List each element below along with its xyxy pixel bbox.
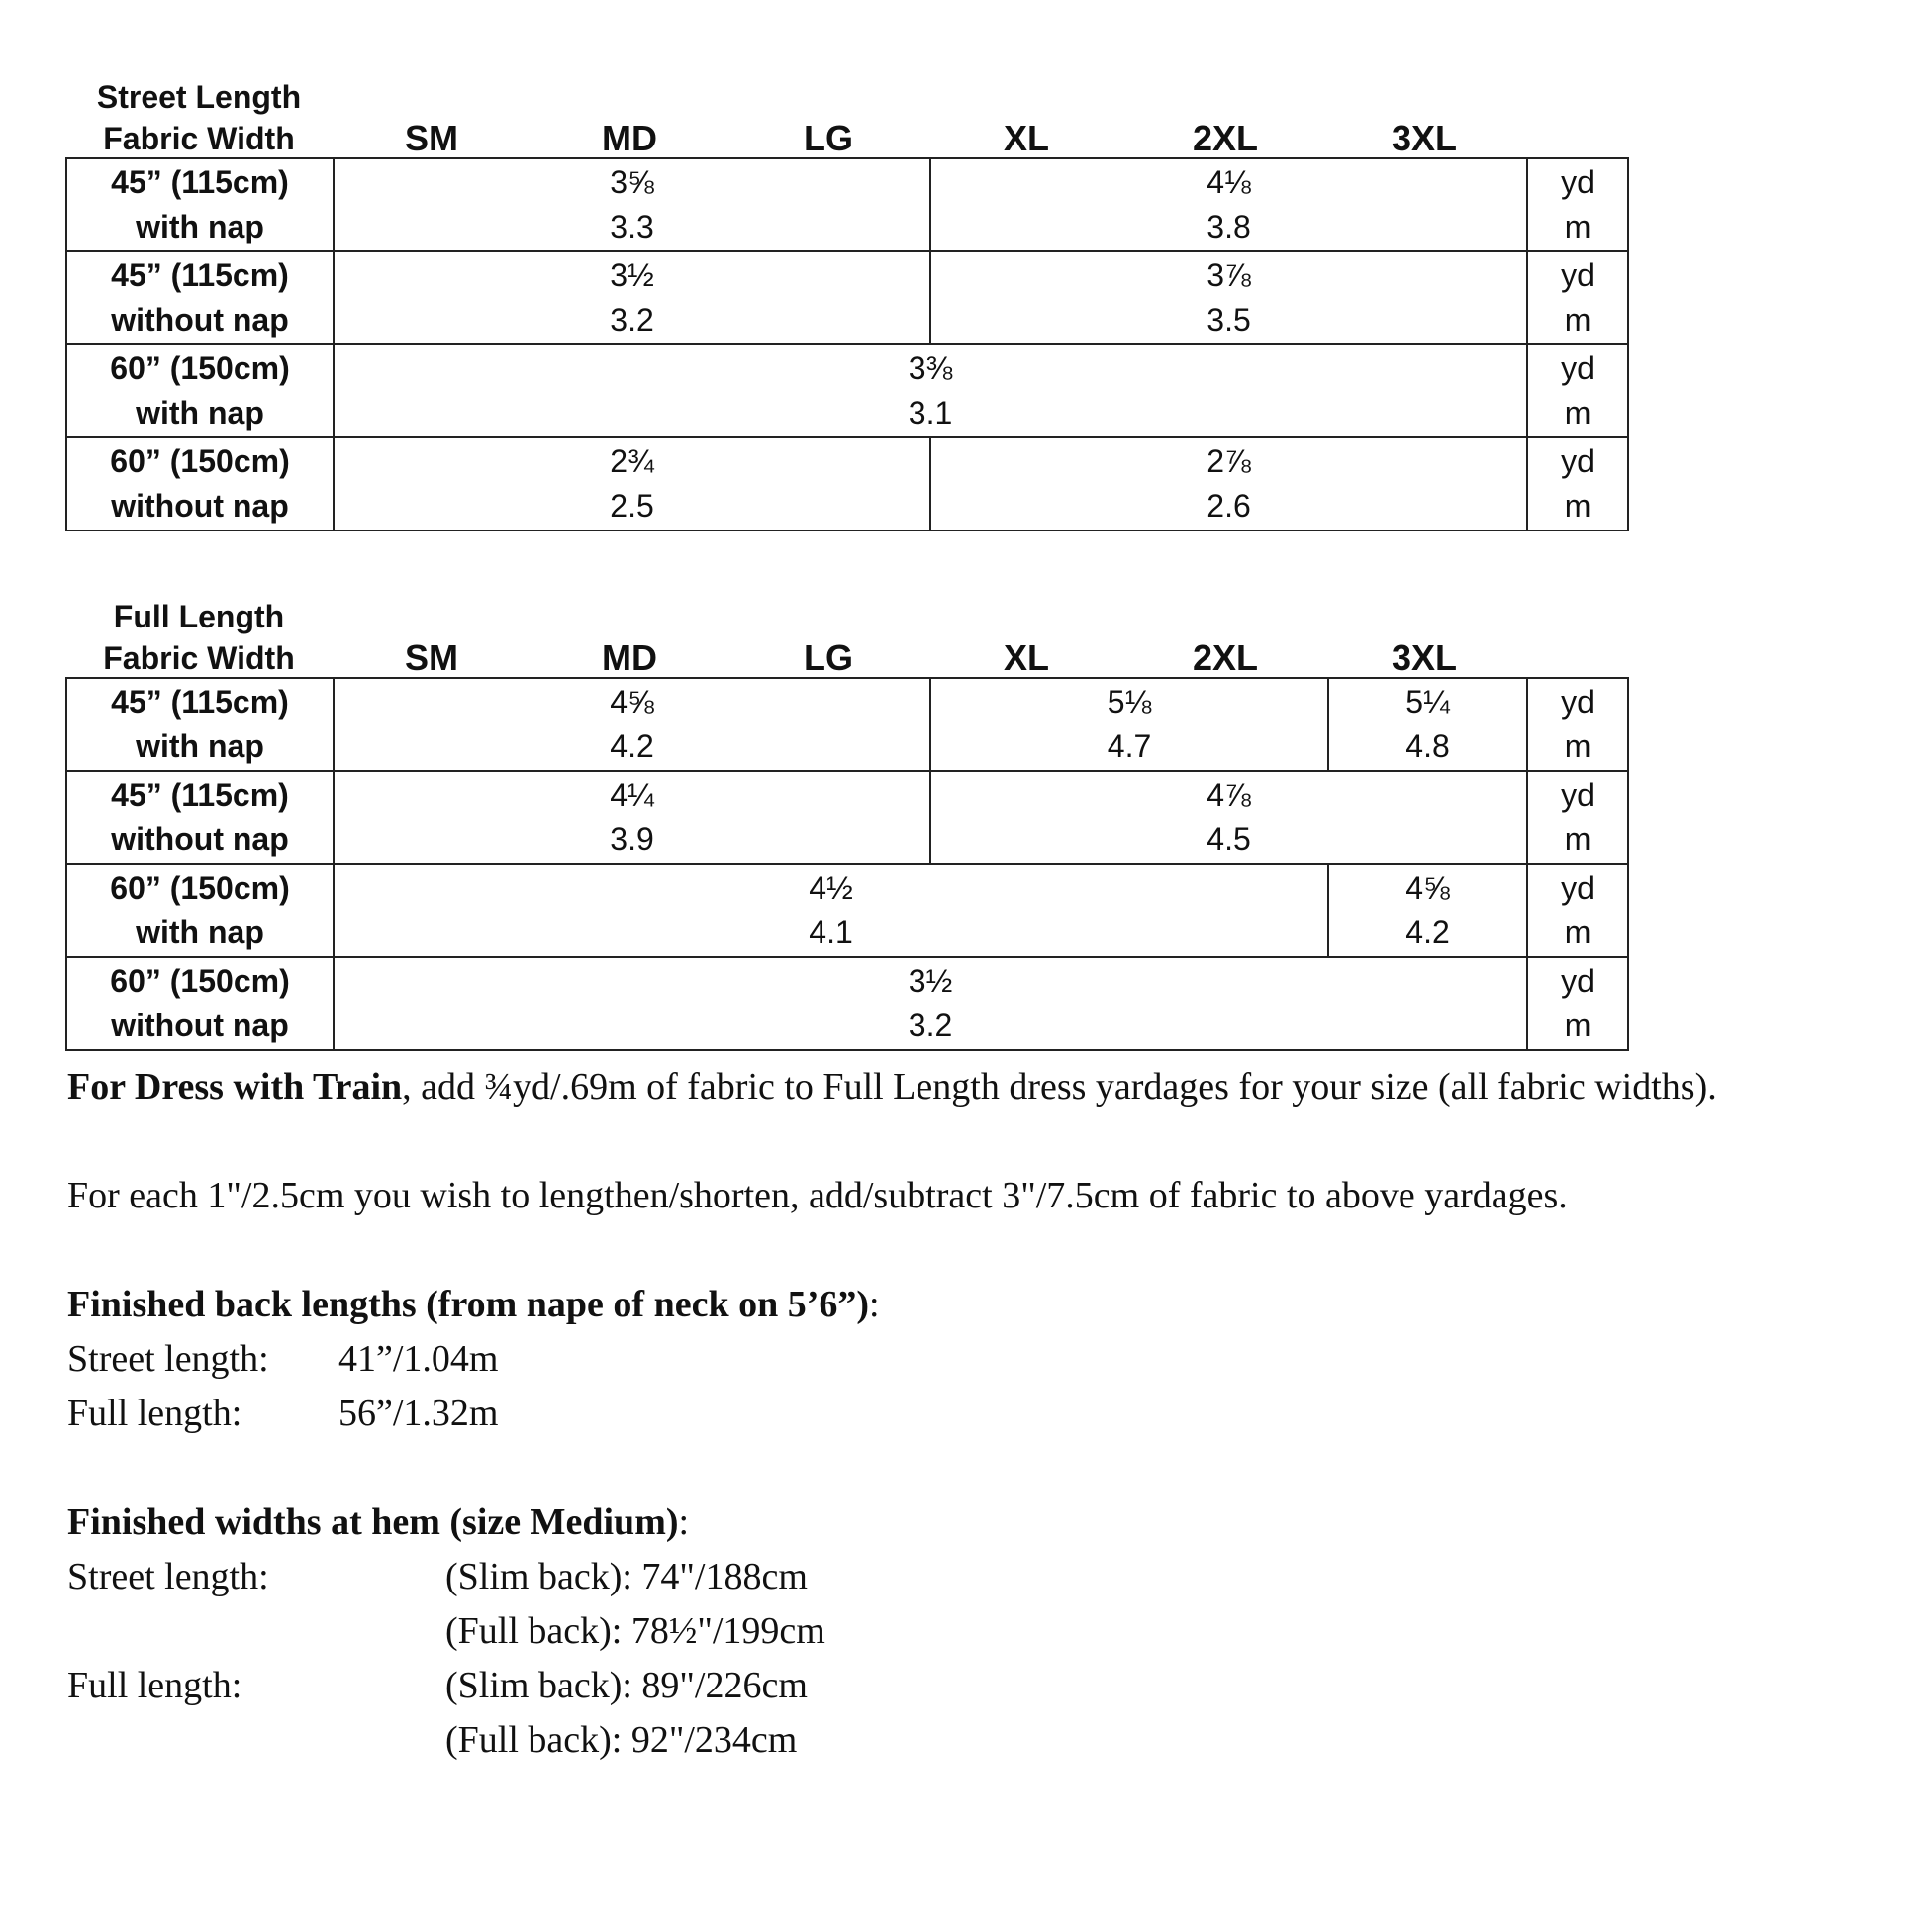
yards-value: 4¼ bbox=[610, 777, 654, 813]
size-xl-header: XL bbox=[1003, 637, 1049, 678]
yards-value: 2¾ bbox=[610, 443, 654, 479]
fabric-width-cell bbox=[66, 437, 334, 531]
fabric-width-value: 45” (115cm) bbox=[111, 257, 289, 293]
size-3xl-header: 3XL bbox=[1391, 118, 1458, 158]
yards-value: 3½ bbox=[908, 963, 953, 999]
back-lengths-heading-colon: : bbox=[869, 1284, 880, 1325]
fabric-width-value: 60” (150cm) bbox=[110, 350, 290, 386]
unit-yd: yd bbox=[1561, 963, 1594, 999]
size-lg-header: LG bbox=[804, 637, 853, 678]
table-row bbox=[66, 864, 1628, 957]
meters-value: 3.9 bbox=[610, 821, 654, 857]
yardage-cell bbox=[334, 251, 930, 344]
meters-value: 3.2 bbox=[908, 1008, 953, 1043]
unit-cell bbox=[1527, 678, 1628, 771]
hem-widths-heading-colon: : bbox=[678, 1501, 690, 1543]
fabric-width-cell bbox=[66, 344, 334, 437]
unit-m: m bbox=[1564, 1008, 1592, 1043]
hem-street-label: Street length: bbox=[67, 1556, 269, 1597]
hem-widths-heading-text: Finished widths at hem (size Medium) bbox=[67, 1501, 679, 1543]
hem-full-label: Full length: bbox=[67, 1665, 242, 1706]
meters-value: 4.5 bbox=[1207, 821, 1251, 857]
unit-cell bbox=[1527, 771, 1628, 864]
table-row bbox=[66, 437, 1628, 531]
meters-value: 3.1 bbox=[908, 395, 953, 431]
hem-full-slim bbox=[67, 1659, 1908, 1713]
table-row bbox=[66, 158, 1628, 251]
fabric-width-cell bbox=[66, 251, 334, 344]
back-length-full-value: 56”/1.32m bbox=[338, 1393, 499, 1434]
meters-value: 4.2 bbox=[1405, 915, 1450, 950]
meters-value: 3.2 bbox=[610, 302, 654, 338]
size-lg-header: LG bbox=[804, 118, 853, 158]
unit-m: m bbox=[1564, 302, 1592, 338]
meters-value: 4.2 bbox=[610, 728, 654, 764]
yards-value: 5¼ bbox=[1405, 684, 1450, 720]
yardage-cell bbox=[334, 437, 930, 531]
yardage-cell bbox=[334, 678, 930, 771]
full-length-title-line1: Full Length bbox=[113, 599, 285, 634]
street-length-yardage bbox=[65, 76, 1627, 531]
back-length-full-label: Full length: bbox=[67, 1393, 242, 1434]
meters-value: 2.5 bbox=[610, 488, 654, 524]
size-2xl-header: 2XL bbox=[1192, 637, 1259, 678]
fabric-width-cell bbox=[66, 158, 334, 251]
fabric-width-cell bbox=[66, 771, 334, 864]
size-3xl-header: 3XL bbox=[1391, 637, 1458, 678]
fabric-width-cell bbox=[66, 957, 334, 1050]
size-xl-header: XL bbox=[1003, 118, 1049, 158]
table-row bbox=[66, 678, 1628, 771]
street-length-title-line1: Street Length bbox=[96, 79, 302, 115]
size-md-header: MD bbox=[602, 637, 657, 678]
nap-label: with nap bbox=[136, 395, 264, 431]
yardage-cell bbox=[930, 771, 1527, 864]
back-lengths-heading-text: Finished back lengths (from nape of neck on 5’6”) bbox=[67, 1284, 870, 1325]
yards-value: 3⅝ bbox=[610, 164, 654, 200]
unit-m: m bbox=[1564, 395, 1592, 431]
yards-value: 4⅝ bbox=[610, 684, 654, 720]
yards-value: 5⅛ bbox=[1107, 684, 1152, 720]
meters-value: 4.8 bbox=[1405, 728, 1450, 764]
fabric-width-cell bbox=[66, 864, 334, 957]
fabric-width-cell bbox=[66, 678, 334, 771]
yardage-cell bbox=[1328, 864, 1527, 957]
yards-value: 4½ bbox=[809, 870, 853, 906]
hem-widths-heading bbox=[67, 1496, 1908, 1550]
nap-label: without nap bbox=[111, 1008, 289, 1043]
train-note-bold: For Dress with Train bbox=[67, 1066, 403, 1108]
yardage-cell bbox=[334, 344, 1527, 437]
yards-value: 3⅞ bbox=[1207, 257, 1251, 293]
train-note-text: , add ¾yd/.69m of fabric to Full Length dress yardages for your size (all fabric widths). bbox=[402, 1066, 1717, 1108]
nap-label: with nap bbox=[136, 209, 264, 244]
fabric-width-value: 60” (150cm) bbox=[110, 963, 290, 999]
back-length-full bbox=[67, 1387, 1908, 1441]
unit-yd: yd bbox=[1561, 870, 1594, 906]
full-length-header bbox=[65, 596, 1627, 677]
yardage-cell bbox=[334, 957, 1527, 1050]
fabric-width-value: 45” (115cm) bbox=[111, 684, 289, 720]
back-length-street-value: 41”/1.04m bbox=[338, 1338, 499, 1380]
fabric-width-label: Fabric Width bbox=[103, 121, 295, 156]
yardage-cell bbox=[334, 864, 1328, 957]
unit-cell bbox=[1527, 251, 1628, 344]
yardage-cell bbox=[930, 437, 1527, 531]
meters-value: 4.7 bbox=[1107, 728, 1152, 764]
unit-cell bbox=[1527, 957, 1628, 1050]
unit-yd: yd bbox=[1561, 684, 1594, 720]
yards-value: 4⅛ bbox=[1207, 164, 1251, 200]
hem-full-full-value: (Full back): 92"/234cm bbox=[445, 1719, 798, 1761]
unit-m: m bbox=[1564, 488, 1592, 524]
train-note bbox=[67, 1060, 1908, 1114]
unit-yd: yd bbox=[1561, 443, 1594, 479]
yardage-cell bbox=[334, 158, 930, 251]
meters-value: 3.5 bbox=[1207, 302, 1251, 338]
table-row bbox=[66, 344, 1628, 437]
full-length-yardage bbox=[65, 596, 1627, 1051]
yards-value: 4⅝ bbox=[1405, 870, 1450, 906]
fabric-width-value: 60” (150cm) bbox=[110, 443, 290, 479]
yardage-cell bbox=[930, 678, 1328, 771]
back-length-street bbox=[67, 1332, 1908, 1387]
yardage-cell bbox=[334, 771, 930, 864]
unit-cell bbox=[1527, 864, 1628, 957]
unit-yd: yd bbox=[1561, 257, 1594, 293]
hem-street-full-value: (Full back): 78½"/199cm bbox=[445, 1610, 825, 1652]
fabric-width-label: Fabric Width bbox=[103, 640, 295, 676]
hem-street-slim bbox=[67, 1550, 1908, 1604]
yardage-cell bbox=[1328, 678, 1527, 771]
fabric-width-value: 60” (150cm) bbox=[110, 870, 290, 906]
unit-cell bbox=[1527, 437, 1628, 531]
meters-value: 3.3 bbox=[610, 209, 654, 244]
full-length-table bbox=[65, 677, 1629, 1051]
nap-label: without nap bbox=[111, 488, 289, 524]
size-sm-header: SM bbox=[405, 118, 458, 158]
yards-value: 3½ bbox=[610, 257, 654, 293]
full-length-title bbox=[65, 596, 333, 679]
unit-yd: yd bbox=[1561, 350, 1594, 386]
nap-label: with nap bbox=[136, 728, 264, 764]
table-row bbox=[66, 771, 1628, 864]
street-length-table bbox=[65, 157, 1629, 531]
meters-value: 4.1 bbox=[809, 915, 853, 950]
unit-yd: yd bbox=[1561, 164, 1594, 200]
unit-m: m bbox=[1564, 821, 1592, 857]
street-length-header bbox=[65, 76, 1627, 157]
unit-cell bbox=[1527, 158, 1628, 251]
meters-value: 3.8 bbox=[1207, 209, 1251, 244]
yardage-cell bbox=[930, 251, 1527, 344]
yards-value: 3⅜ bbox=[908, 350, 953, 386]
nap-label: with nap bbox=[136, 915, 264, 950]
hem-street-slim-value: (Slim back): 74"/188cm bbox=[445, 1556, 808, 1597]
hem-full-full bbox=[67, 1713, 1908, 1768]
yardage-cell bbox=[930, 158, 1527, 251]
hem-street-full bbox=[67, 1604, 1908, 1659]
unit-yd: yd bbox=[1561, 777, 1594, 813]
table-row bbox=[66, 251, 1628, 344]
nap-label: without nap bbox=[111, 302, 289, 338]
fabric-width-value: 45” (115cm) bbox=[111, 777, 289, 813]
size-sm-header: SM bbox=[405, 637, 458, 678]
table-row bbox=[66, 957, 1628, 1050]
nap-label: without nap bbox=[111, 821, 289, 857]
yards-value: 4⅞ bbox=[1207, 777, 1251, 813]
unit-m: m bbox=[1564, 728, 1592, 764]
unit-m: m bbox=[1564, 915, 1592, 950]
size-2xl-header: 2XL bbox=[1192, 118, 1259, 158]
size-md-header: MD bbox=[602, 118, 657, 158]
back-lengths-heading bbox=[67, 1278, 1908, 1332]
yardage-notes bbox=[67, 1060, 1908, 1768]
unit-m: m bbox=[1564, 209, 1592, 244]
hem-full-slim-value: (Slim back): 89"/226cm bbox=[445, 1665, 808, 1706]
fabric-width-value: 45” (115cm) bbox=[111, 164, 289, 200]
yards-value: 2⅞ bbox=[1207, 443, 1251, 479]
street-length-title bbox=[65, 76, 333, 159]
lengthen-note: For each 1"/2.5cm you wish to lengthen/shorten, add/subtract 3"/7.5cm of fabric to above yardages. bbox=[67, 1175, 1568, 1216]
unit-cell bbox=[1527, 344, 1628, 437]
meters-value: 2.6 bbox=[1207, 488, 1251, 524]
back-length-street-label: Street length: bbox=[67, 1338, 269, 1380]
